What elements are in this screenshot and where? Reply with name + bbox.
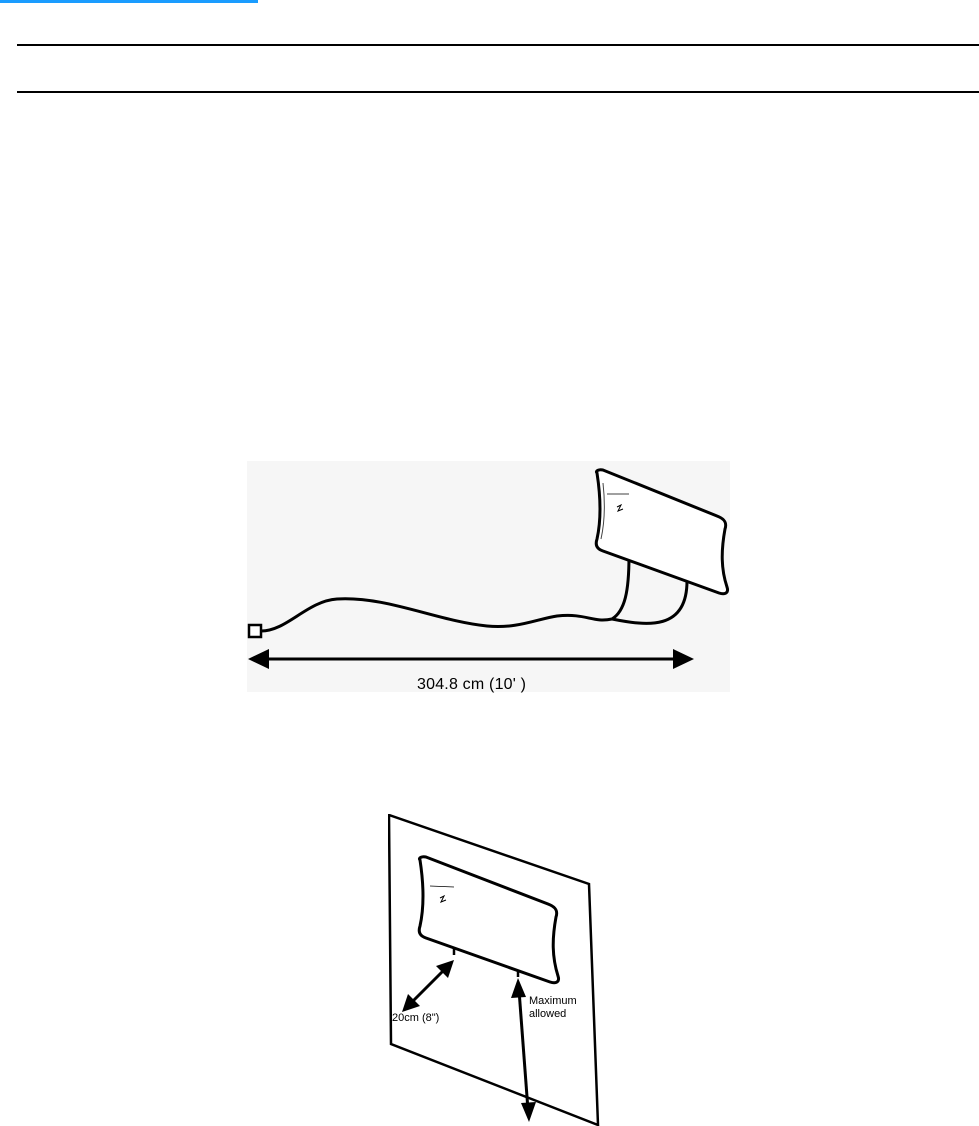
maximum-allowed-label: Maximum allowed (529, 995, 577, 1020)
antenna-cable-figure (247, 461, 730, 692)
header-rule-bottom (17, 91, 979, 93)
cable-length-label: 304.8 cm (10' ) (417, 676, 527, 693)
clearance-label: 20cm (8") (392, 1012, 440, 1024)
max-arrow-bottom-icon (521, 1102, 536, 1122)
connector-icon (249, 625, 261, 637)
wall-mount-figure (388, 814, 600, 1126)
antenna-cable-illustration (247, 461, 730, 692)
header-rule-top (17, 44, 979, 46)
header-link-underline[interactable] (0, 0, 258, 3)
wall-mount-illustration (388, 814, 600, 1126)
